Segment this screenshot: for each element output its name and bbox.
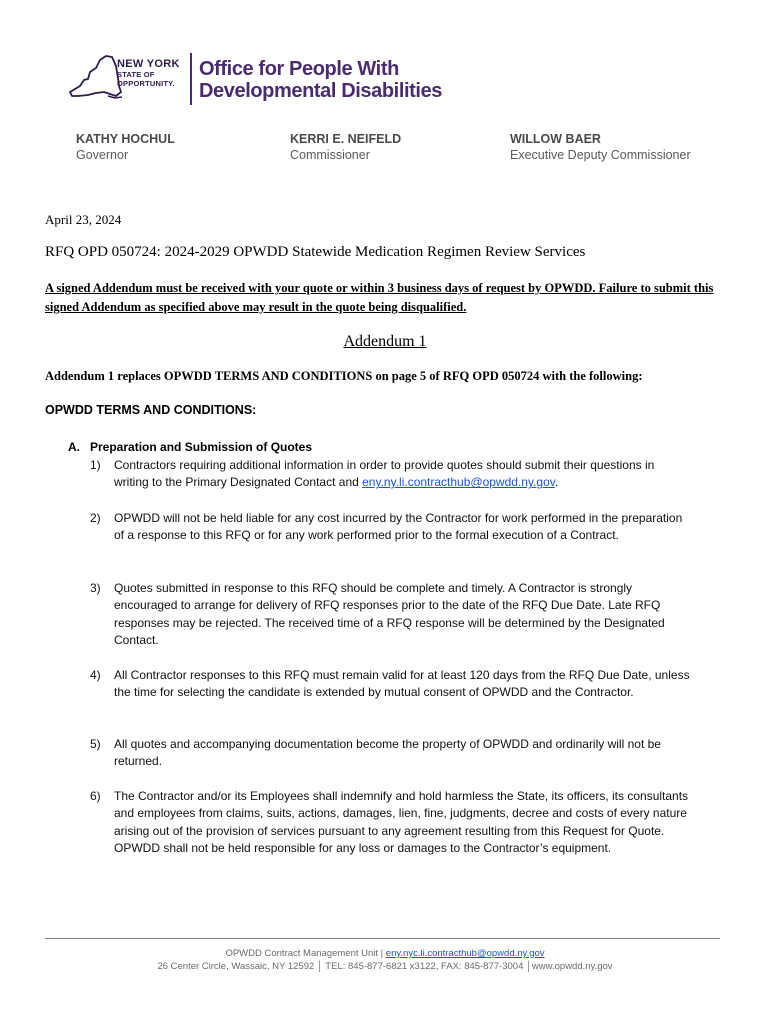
terms-heading: OPWDD TERMS AND CONDITIONS: bbox=[45, 403, 257, 417]
item-text: OPWDD will not be held liable for any cost incurred by the Contractor for work performed in the preparation of a response to this RFQ or for any work performed prior to the formal execution of a Contract. bbox=[114, 511, 683, 543]
state-line3: OPPORTUNITY. bbox=[117, 78, 175, 88]
section-heading bbox=[68, 440, 312, 454]
official-deputy-commissioner bbox=[510, 131, 691, 163]
office-wordmark bbox=[199, 58, 442, 102]
list-item bbox=[90, 667, 690, 702]
state-line2: STATE OF bbox=[117, 70, 155, 79]
rfq-title: RFQ OPD 050724: 2024-2029 OPWDD Statewide Medication Regimen Review Services bbox=[45, 244, 586, 260]
logo-divider bbox=[190, 53, 192, 105]
item-text: Quotes submitted in response to this RFQ should be complete and timely. A Contractor is strongly encouraged to arrange for delivery of RFQ responses prior to the date of the RFQ Due Date. Late RFQ responses may be rejected. The received time of a RFQ response will be determined by the Designated Contact. bbox=[114, 581, 665, 648]
section-letter: A. bbox=[68, 440, 80, 454]
item-text-end: . bbox=[554, 475, 559, 490]
official-name: KERRI E. NEIFELD bbox=[290, 132, 402, 146]
section-title: Preparation and Submission of Quotes bbox=[90, 440, 313, 454]
office-line1: Office for People With bbox=[199, 58, 399, 80]
list-item bbox=[90, 580, 690, 650]
item-text: All quotes and accompanying documentation become the property of OPWDD and ordinarily will not be returned. bbox=[114, 737, 661, 769]
official-commissioner bbox=[290, 131, 401, 163]
footer-divider bbox=[45, 938, 720, 939]
list-item bbox=[90, 510, 690, 545]
item-number: 2) bbox=[90, 511, 101, 525]
state-line1: NEW YORK bbox=[117, 58, 180, 70]
item-text: All Contractor responses to this RFQ must remain valid for at least 120 days from the RFQ Due Date, unless the time for selecting the candidate is extended by mutual consent of OPWDD and the Contractor. bbox=[114, 668, 690, 700]
official-name: KATHY HOCHUL bbox=[76, 132, 175, 146]
footer-address-line: 26 Center Circle, Wassaic, NY 12592 │ TEL: 845-877-6821 x3122, FAX: 845-877-3004 │www.opwdd.ny.gov bbox=[157, 961, 613, 972]
item-number: 3) bbox=[90, 581, 101, 595]
footer-unit: OPWDD Contract Management Unit | bbox=[225, 948, 386, 959]
contract-hub-email-link[interactable]: eny.ny.li.contracthub@opwdd.ny.gov bbox=[362, 475, 555, 490]
list-item bbox=[90, 457, 690, 492]
list-item bbox=[90, 788, 690, 858]
office-line2: Developmental Disabilities bbox=[199, 80, 443, 102]
item-text: Contractors requiring additional information in order to provide quotes should submit their questions in writing to the Primary Designated Contact and bbox=[114, 458, 655, 490]
official-title: Executive Deputy Commissioner bbox=[510, 148, 691, 162]
official-governor bbox=[76, 131, 175, 163]
footer-contact-line bbox=[0, 948, 770, 959]
item-text: The Contractor and/or its Employees shall indemnify and hold harmless the State, its officers, its consultants and employees from claims, suits, actions, damages, lien, fine, judgments, decree and costs of every nature arising out of the provision of services pursuant to any agreement resulting from this Request for Quote. OPWDD shall not be held responsible for any loss or damages to the Contractor’s equipment. bbox=[114, 789, 689, 856]
list-item bbox=[90, 736, 690, 771]
item-number: 4) bbox=[90, 668, 101, 682]
state-wordmark bbox=[117, 59, 180, 87]
opwdd-logo bbox=[66, 50, 446, 114]
footer-email-link[interactable]: eny.nyc.li.contracthub@opwdd.ny.gov bbox=[385, 948, 545, 959]
official-title: Governor bbox=[76, 148, 129, 162]
item-number: 6) bbox=[90, 789, 101, 803]
letter-date: April 23, 2024 bbox=[45, 212, 122, 227]
addendum-title: Addendum 1 bbox=[343, 333, 427, 350]
official-title: Commissioner bbox=[290, 148, 370, 162]
addendum-notice: A signed Addendum must be received with your quote or within 3 business days of request by OPWDD. Failure to submit this signed Addendum as specified above may result in the quote being disqualified. bbox=[45, 281, 714, 314]
official-name: WILLOW BAER bbox=[510, 132, 601, 146]
replaces-statement: Addendum 1 replaces OPWDD TERMS AND CONDITIONS on page 5 of RFQ OPD 050724 with the following: bbox=[45, 369, 643, 383]
item-number: 5) bbox=[90, 737, 101, 751]
item-number: 1) bbox=[90, 458, 101, 472]
